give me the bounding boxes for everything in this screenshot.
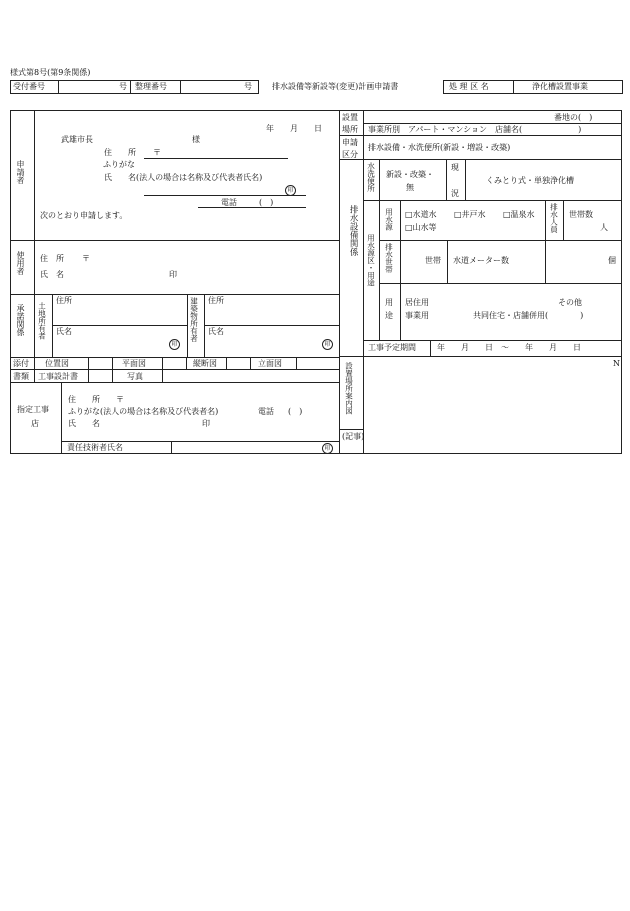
drain-people-label: 排水人員 [549,203,559,233]
attachment-location-map: 位置図 [45,359,69,368]
engineer-label: 責任技術者氏名 [67,443,123,452]
application-category[interactable]: 排水設備・水洗便所(新設・増設・改築) [368,143,511,152]
applicant-furigana-label: ふりがな [103,160,135,169]
application-statement: 次のとおり申請します。 [40,211,128,220]
drainage-section-label: 排水設備関係 [348,205,359,256]
applicant-phone-label: 電話 [221,198,237,207]
usage-mixed[interactable]: 共同住宅・店舗併用( ) [473,311,584,320]
contractor-address-label: 住 所 [68,395,100,404]
contractor-phone-label: 電話 [258,407,274,416]
attachment-photo: 写真 [127,372,143,381]
building-owner-address-label: 住所 [208,296,224,305]
flush-toilet-label: 水洗便所 [366,162,376,192]
contractor-seal: 印 [202,419,210,428]
status-label-2: 況 [451,189,459,198]
land-owner-label: 土地所有者 [37,302,47,340]
engineer-seal-icon: 印 [322,443,333,454]
applicant-section-label: 申請者 [16,160,25,184]
usage-other[interactable]: その他 [558,298,582,307]
attachments-label-top: 添付 [13,359,29,368]
water-source-well[interactable]: □井戸水 [454,210,486,219]
water-source-hotspring[interactable]: □温泉水 [503,210,535,219]
land-owner-name-label: 氏名 [56,327,72,336]
district-label: 処 理 区 名 [449,82,489,91]
category-label-1: 申請 [342,138,358,147]
user-name-label: 氏 名 [40,270,64,279]
notes-label: (記事) [342,432,365,441]
attachment-plan: 平面図 [122,359,146,368]
applicant-name-label: 氏 名(法人の場合は名称及び代表者氏名) [104,173,263,182]
applicant-phone-field[interactable] [198,207,306,208]
addressee-sama: 様 [192,135,200,144]
attachment-design-doc: 工事設計書 [38,372,78,381]
district-value: 浄化槽設置事業 [532,82,588,91]
attachment-section: 縦断図 [193,359,217,368]
water-source-label: 用水源 [384,208,394,231]
contractor-section-label-1: 指定工事 [17,405,49,414]
attachment-elevation: 立面図 [258,359,282,368]
usage-residential[interactable]: 居住用 [405,298,429,307]
application-date[interactable]: 年 月 日 [266,124,322,133]
applicant-seal-icon: 印 [285,185,296,196]
building-owner-name-label: 氏名 [208,327,224,336]
contractor-postal: 〒 [116,395,124,404]
status-label-1: 現 [451,163,459,172]
water-meter-count: 水道メーター数 [453,256,509,265]
applicant-name-field[interactable] [144,195,306,196]
contractor-furigana: ふりがな(法人の場合は名称及び代表者名) [68,407,219,416]
flush-toilet-value-2[interactable]: 無 [406,183,414,192]
site-banchi[interactable]: 番地の( ) [554,113,593,122]
schedule-value[interactable]: 年 月 日 ～ 年 月 日 [437,343,581,352]
seiri-go: 号 [244,82,252,91]
applicant-address-label: 住 所 [104,148,136,157]
site-label-1: 設置 [342,113,358,122]
source-usage-label: 用水源区・用途 [366,234,376,287]
form-number-label: 様式第8号(第9条関係) [10,68,91,77]
building-owner-label: 建築物所有者 [189,297,199,342]
user-section-label: 使用者 [16,251,25,275]
contractor-section-label-2: 店 [31,419,39,428]
persons-unit: 人 [600,223,608,232]
flush-toilet-value-1[interactable]: 新設・改築・ [386,170,434,179]
north-label: N [613,359,620,368]
reception-go: 号 [119,82,127,91]
building-owner-seal-icon: 印 [322,339,333,350]
addressee: 武雄市長 [61,135,93,144]
usage-business[interactable]: 事業用 [405,311,429,320]
applicant-postal: 〒 [153,148,161,157]
seiri-number-label: 整理番号 [135,82,167,91]
document-title: 排水設備等新設等(変更)計画申請書 [272,82,399,91]
usage-label-2: 途 [385,311,393,320]
attachments-label-bottom: 書類 [13,372,29,381]
water-source-tap[interactable]: □水道水 [405,210,437,219]
schedule-label: 工事予定期間 [368,343,416,352]
applicant-address-field[interactable] [144,158,288,159]
user-address-label: 住 所 [40,254,64,263]
category-label-2: 区分 [342,150,358,159]
consent-section-label: 承諾関係 [16,304,25,336]
drain-household-label: 排水世帯 [384,243,394,273]
household-count: 世帯数 [569,210,593,219]
usage-label-1: 用 [385,298,393,307]
reception-number-label: 受付番号 [13,82,45,91]
household-unit: 世帯 [425,256,441,265]
applicant-phone-parens: ( ) [259,198,274,207]
user-seal: 印 [169,270,177,279]
site-map-area[interactable] [364,357,621,429]
land-owner-address-label: 住所 [56,296,72,305]
site-label-2: 場所 [342,125,358,134]
map-label: 設置場所案内図 [344,362,354,415]
contractor-phone-parens: ( ) [288,407,303,416]
land-owner-seal-icon: 印 [169,339,180,350]
site-office-type[interactable]: 事業所別 アパート・マンション 店舗名( ) [368,125,582,134]
water-source-mountain[interactable]: □山水等 [405,223,437,232]
user-postal: 〒 [82,254,90,263]
meter-unit: 個 [608,256,616,265]
contractor-name-label: 氏 名 [68,419,100,428]
status-value[interactable]: くみとり式・単独浄化槽 [486,176,574,185]
